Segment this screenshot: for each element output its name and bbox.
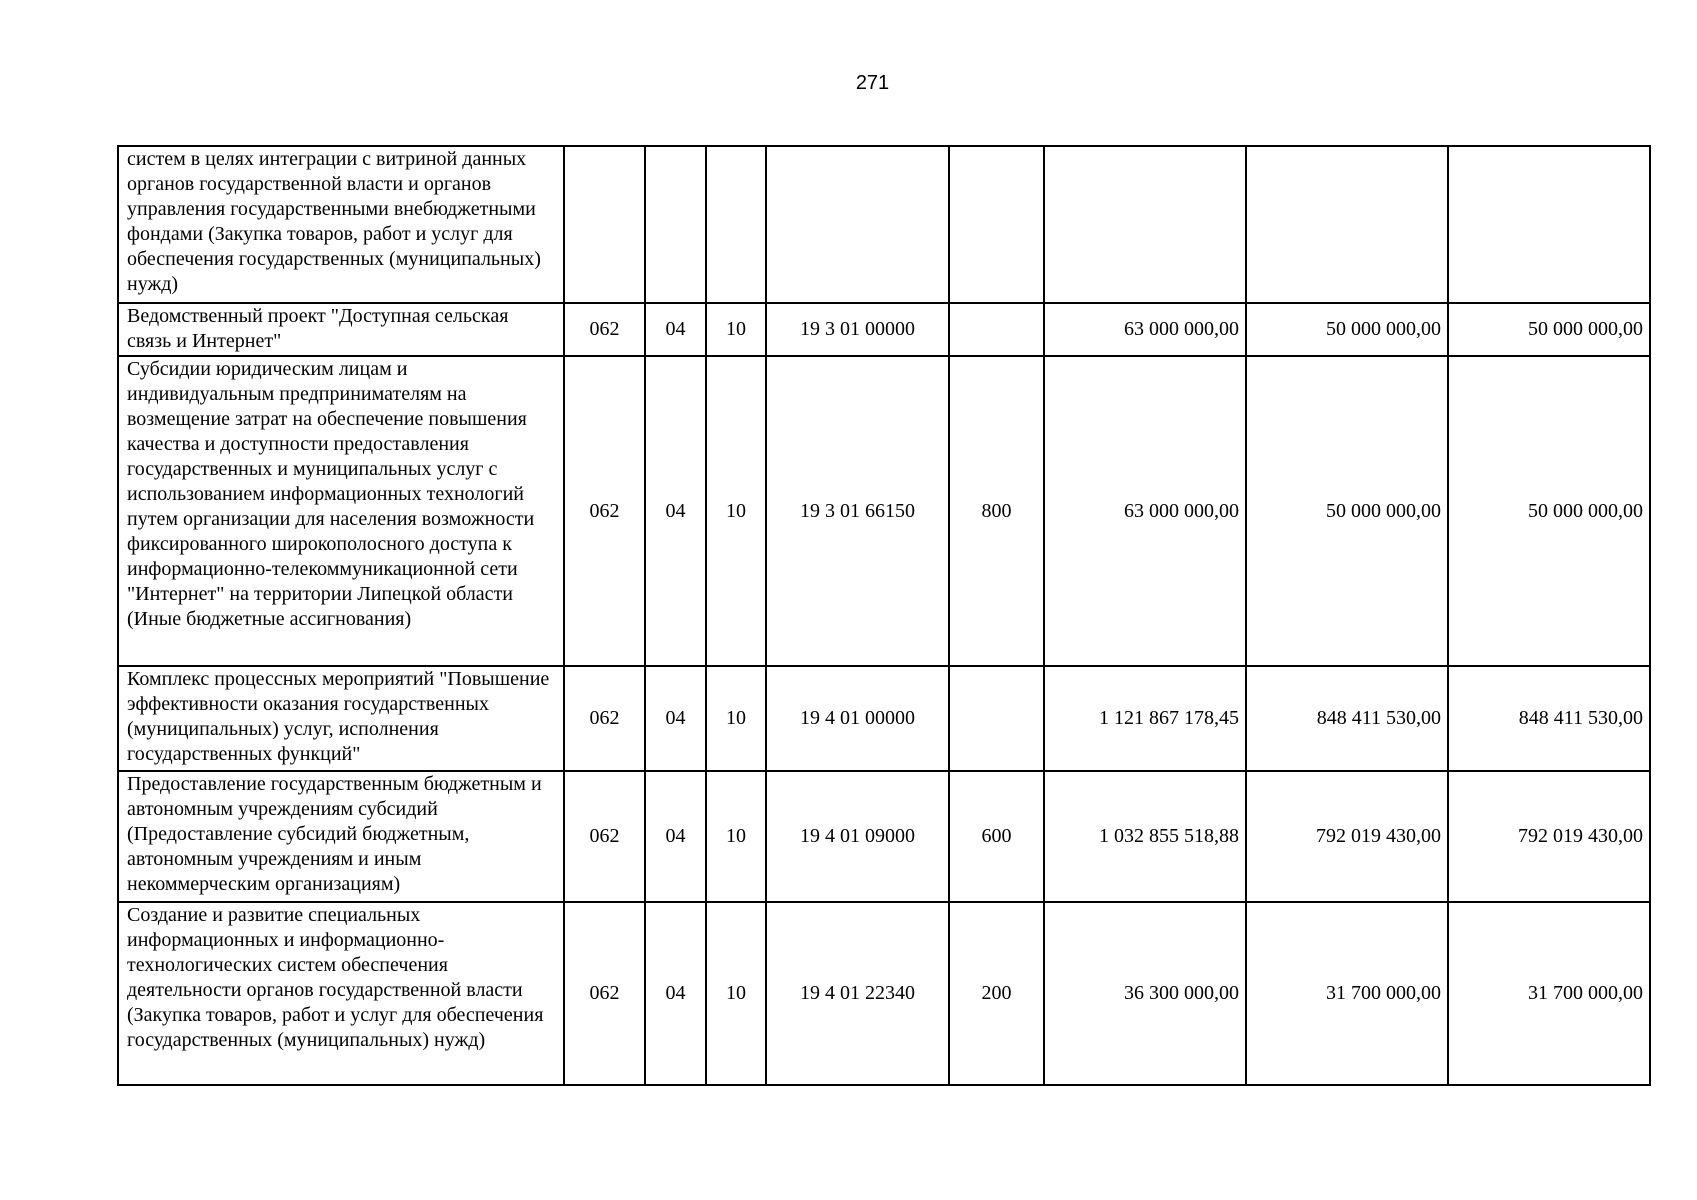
section-code: 04 bbox=[645, 771, 706, 902]
expense-type-code bbox=[949, 303, 1044, 356]
row-name: Ведомственный проект "Доступная сельская связь и Интернет" bbox=[118, 303, 564, 356]
budget-table bbox=[117, 145, 1651, 1086]
amount-3 bbox=[1448, 146, 1650, 303]
amount-2: 848 411 530,00 bbox=[1246, 666, 1448, 771]
amount-2: 792 019 430,00 bbox=[1246, 771, 1448, 902]
row-name: Создание и развитие специальных информационных и информационно-технологических систем обеспечения деятельности органов государственной власти (Закупка товаров, работ и услуг для обеспечения государственных (муниципальных) нужд) bbox=[118, 902, 564, 1085]
amount-2: 50 000 000,00 bbox=[1246, 303, 1448, 356]
target-code: 19 4 01 22340 bbox=[766, 902, 949, 1085]
section-code bbox=[645, 146, 706, 303]
amount-3: 50 000 000,00 bbox=[1448, 356, 1650, 666]
section-code: 04 bbox=[645, 303, 706, 356]
row-name: Субсидии юридическим лицам и индивидуальным предпринимателям на возмещение затрат на обеспечение повышения качества и доступности предоставления государственных и муниципальных услуг с использованием информационных технологий путем организации для населения возможности фиксированного широкополосного доступа к информационно-телекоммуникационной сети "Интернет" на территории Липецкой области (Иные бюджетные ассигнования) bbox=[118, 356, 564, 666]
section-code: 04 bbox=[645, 356, 706, 666]
ministry-code: 062 bbox=[564, 356, 645, 666]
expense-type-code bbox=[949, 146, 1044, 303]
subsection-code: 10 bbox=[706, 303, 766, 356]
amount-1 bbox=[1044, 146, 1246, 303]
amount-2: 50 000 000,00 bbox=[1246, 356, 1448, 666]
target-code: 19 4 01 00000 bbox=[766, 666, 949, 771]
amount-1: 1 121 867 178,45 bbox=[1044, 666, 1246, 771]
expense-type-code: 200 bbox=[949, 902, 1044, 1085]
expense-type-code: 800 bbox=[949, 356, 1044, 666]
ministry-code bbox=[564, 146, 645, 303]
ministry-code: 062 bbox=[564, 666, 645, 771]
table-row bbox=[118, 902, 1650, 1085]
subsection-code: 10 bbox=[706, 902, 766, 1085]
table-row bbox=[118, 303, 1650, 356]
amount-3: 31 700 000,00 bbox=[1448, 902, 1650, 1085]
expense-type-code bbox=[949, 666, 1044, 771]
section-code: 04 bbox=[645, 666, 706, 771]
amount-3: 792 019 430,00 bbox=[1448, 771, 1650, 902]
target-code: 19 3 01 00000 bbox=[766, 303, 949, 356]
amount-3: 50 000 000,00 bbox=[1448, 303, 1650, 356]
ministry-code: 062 bbox=[564, 771, 645, 902]
expense-type-code: 600 bbox=[949, 771, 1044, 902]
ministry-code: 062 bbox=[564, 303, 645, 356]
page-number: 271 bbox=[855, 72, 890, 94]
table-row bbox=[118, 146, 1650, 303]
table-row bbox=[118, 771, 1650, 902]
amount-3: 848 411 530,00 bbox=[1448, 666, 1650, 771]
target-code: 19 4 01 09000 bbox=[766, 771, 949, 902]
subsection-code: 10 bbox=[706, 356, 766, 666]
table-row bbox=[118, 356, 1650, 666]
amount-1: 63 000 000,00 bbox=[1044, 303, 1246, 356]
amount-2 bbox=[1246, 146, 1448, 303]
amount-1: 1 032 855 518,88 bbox=[1044, 771, 1246, 902]
amount-1: 36 300 000,00 bbox=[1044, 902, 1246, 1085]
amount-1: 63 000 000,00 bbox=[1044, 356, 1246, 666]
subsection-code bbox=[706, 146, 766, 303]
target-code bbox=[766, 146, 949, 303]
subsection-code: 10 bbox=[706, 771, 766, 902]
row-name: Предоставление государственным бюджетным и автономным учреждениям субсидий (Предоставление субсидий бюджетным, автономным учреждениям и иным некоммерческим организациям) bbox=[118, 771, 564, 902]
table-row bbox=[118, 666, 1650, 771]
row-name: систем в целях интеграции с витриной данных органов государственной власти и органов управления государственными внебюджетными фондами (Закупка товаров, работ и услуг для обеспечения государственных (муниципальных) нужд) bbox=[118, 146, 564, 303]
subsection-code: 10 bbox=[706, 666, 766, 771]
section-code: 04 bbox=[645, 902, 706, 1085]
amount-2: 31 700 000,00 bbox=[1246, 902, 1448, 1085]
ministry-code: 062 bbox=[564, 902, 645, 1085]
row-name: Комплекс процессных мероприятий "Повышение эффективности оказания государственных (муниципальных) услуг, исполнения государственных функций" bbox=[118, 666, 564, 771]
target-code: 19 3 01 66150 bbox=[766, 356, 949, 666]
